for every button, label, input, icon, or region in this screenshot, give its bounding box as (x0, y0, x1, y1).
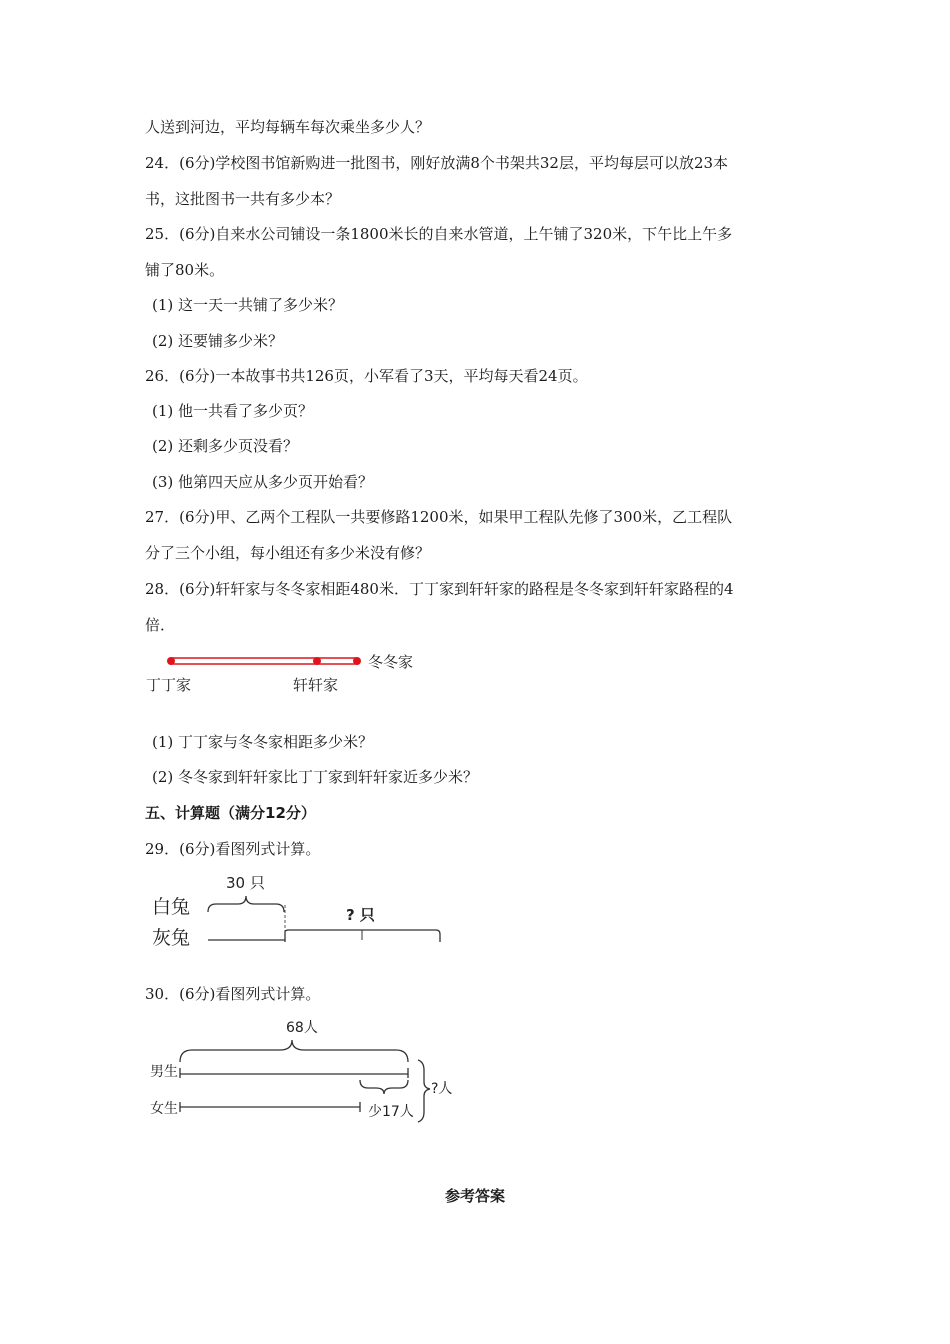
brace-total (418, 1060, 430, 1122)
sub-question: (2) 还要铺多少米？ (152, 332, 284, 350)
diagram-28 (140, 645, 440, 700)
label-question: ? 只 (346, 906, 375, 924)
dingding-dot (167, 657, 175, 665)
text-line: 铺了80米。 (145, 261, 225, 279)
sub-question: (2) 还剩多少页没看？ (152, 437, 299, 455)
sub-question: (2) 冬冬家到轩轩家比丁丁家到轩轩家近多少米？ (152, 768, 479, 786)
brace-30 (208, 896, 284, 912)
question-29: 29．(6分)看图列式计算。 (145, 840, 321, 858)
sub-question: (3) 他第四天应从多少页开始看？ (152, 473, 374, 491)
question-27: 27．(6分)甲、乙两个工程队一共要修路1200米，如果甲工程队先修了300米，乙工程队 (145, 508, 733, 526)
label-68: 68人 (286, 1020, 318, 1036)
diagram-29 (140, 868, 460, 953)
sub-question: (1) 这一天一共铺了多少米？ (152, 296, 344, 314)
question-25: 25．(6分)自来水公司铺设一条1800米长的自来水管道，上午铺了320米，下午比上午多 (145, 225, 733, 243)
xuanxuan-label: 轩轩家 (293, 676, 339, 694)
label-total: ?人 (431, 1081, 453, 1097)
question-28: 28．(6分)轩轩家与冬冬家相距480米．丁丁家到轩轩家的路程是冬冬家到轩轩家路程的4 (145, 580, 734, 598)
label-30: 30 只 (226, 874, 265, 892)
text-line: 倍． (145, 616, 176, 634)
text-line: 人送到河边，平均每辆车每次乘坐多少人？ (145, 118, 431, 136)
brace-17 (360, 1080, 408, 1094)
sub-question: (1) 丁丁家与冬冬家相距多少米？ (152, 733, 374, 751)
question-26: 26．(6分)一本故事书共126页，小军看了3天，平均每天看24页。 (145, 367, 588, 385)
question-24: 24．(6分)学校图书馆新购进一批图书，刚好放满8个书架共32层，平均每层可以放23本 (145, 154, 729, 172)
boys-label: 男生 (150, 1064, 178, 1080)
dingding-label: 丁丁家 (146, 676, 192, 694)
dongdong-label: 冬冬家 (368, 653, 414, 671)
gray-rabbit-label: 灰兔 (152, 927, 191, 949)
distance-bar (171, 658, 357, 664)
diagram-30 (140, 1012, 470, 1132)
answers-heading: 参考答案 (444, 1187, 505, 1205)
text-line: 书，这批图书一共有多少本？ (145, 190, 341, 208)
section-heading: 五、计算题（满分12分） (145, 804, 316, 822)
label-less-17: 少17人 (368, 1104, 414, 1120)
girls-label: 女生 (150, 1101, 178, 1117)
dongdong-dot (353, 657, 361, 665)
xuanxuan-dot (313, 657, 321, 665)
white-rabbit-label: 白兔 (152, 896, 191, 918)
brace-68 (180, 1040, 408, 1062)
sub-question: (1) 他一共看了多少页？ (152, 402, 314, 420)
question-30: 30．(6分)看图列式计算。 (145, 985, 321, 1003)
text-line: 分了三个小组，每小组还有多少米没有修？ (145, 544, 431, 562)
